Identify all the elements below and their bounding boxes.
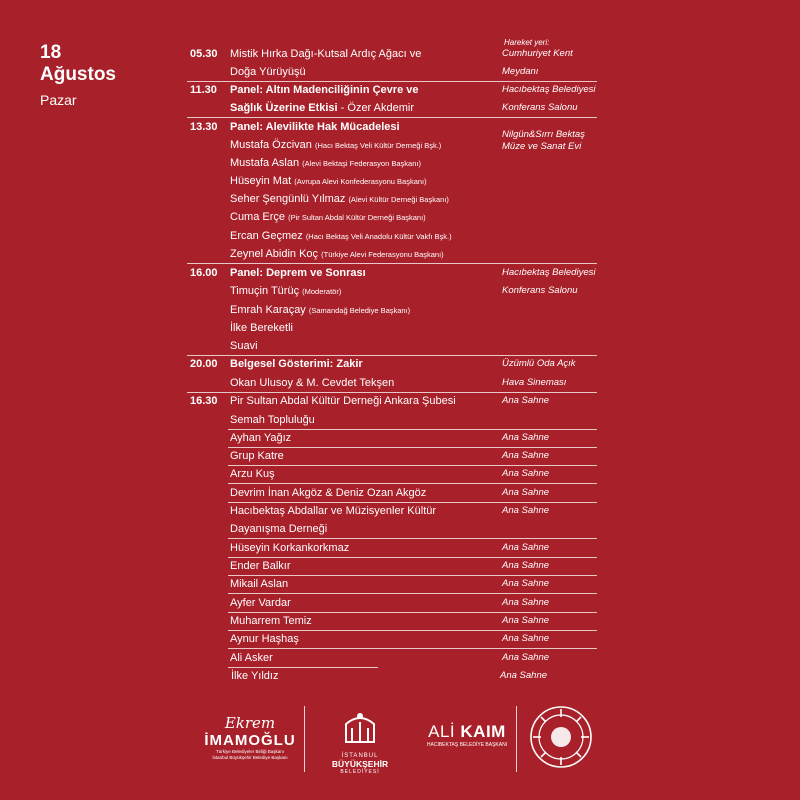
venue: Cumhuriyet Kent: [502, 48, 573, 59]
venue: Üzümlü Oda Açık: [502, 358, 576, 369]
divider: [187, 81, 597, 82]
venue: Ana Sahne: [502, 487, 550, 498]
speaker-name: İlke Bereketli: [230, 322, 293, 334]
speaker-name: Suavi: [230, 340, 258, 352]
ibb-line3: BELEDİYESİ: [340, 769, 380, 775]
venue: Meydanı: [502, 66, 539, 77]
venue-header: Hareket yeri:: [504, 38, 550, 47]
performer: Muharrem Temiz: [230, 615, 312, 627]
performer: Ender Balkır: [230, 560, 291, 572]
signature-caption: Türkiye Belediyeler Birliği Başkanı: [215, 749, 285, 754]
venue: Ana Sahne: [502, 395, 550, 406]
divider: [228, 612, 597, 613]
speaker-role: (Avrupa Alevi Konfederasyonu Başkanı): [294, 177, 427, 186]
divider: [228, 575, 597, 576]
speaker: [230, 211, 426, 223]
event-text: Mistik Hırka Dağı-Kutsal Ardıç Ağacı ve: [230, 48, 422, 60]
venue: Hava Sineması: [502, 377, 567, 388]
venue: Ana Sahne: [502, 432, 550, 443]
divider: [187, 392, 597, 393]
speaker: [230, 304, 410, 316]
divider: [228, 630, 597, 631]
venue: Ana Sahne: [502, 542, 550, 553]
performer: Ali Asker: [230, 652, 273, 664]
venue: Ana Sahne: [502, 450, 550, 461]
divider: [228, 593, 597, 594]
venue: Hacıbektaş Belediyesi: [502, 267, 596, 278]
time-0530: 05.30: [190, 48, 218, 60]
speaker-role: (Alevi Kültür Derneği Başkanı): [348, 195, 449, 204]
speaker: [230, 157, 421, 169]
venue: Hacıbektaş Belediyesi: [502, 84, 596, 95]
divider: [228, 502, 597, 503]
event-title: Panel: Altın Madenciliğinin Çevre ve: [230, 84, 419, 96]
speaker-name: Seher Şengünlü Yılmaz: [230, 193, 346, 205]
event-title-part: Sağlık Üzerine Etkisi: [230, 102, 338, 114]
speaker: [230, 139, 441, 151]
hacibektas-seal-icon: [528, 704, 594, 770]
ibb-line2: BÜYÜKŞEHİR: [331, 759, 389, 769]
venue: Konferans Salonu: [502, 102, 578, 113]
time-2000: 20.00: [190, 358, 218, 370]
speaker-role: (Pir Sultan Abdal Kültür Derneği Başkanı): [288, 213, 426, 222]
speaker: [230, 175, 427, 187]
performer: Ayhan Yağız: [230, 432, 292, 444]
venue: Konferans Salonu: [502, 285, 578, 296]
speaker-name: Emrah Karaçay: [230, 304, 306, 316]
date-month: Ağustos: [40, 64, 116, 85]
divider: [228, 447, 597, 448]
time-1130: 11.30: [190, 84, 217, 96]
speaker-role: (Samandağ Belediye Başkanı): [308, 306, 411, 315]
speaker-role: (Hacı Bektaş Veli Kültür Derneği Bşk.): [314, 141, 442, 150]
speaker-name: Mustafa Özcivan: [230, 139, 312, 151]
imamoglu-signature-logo: [200, 714, 300, 761]
date-block: [40, 42, 116, 110]
performer: Mikail Aslan: [230, 578, 289, 590]
venue: Ana Sahne: [500, 670, 548, 681]
venue: Ana Sahne: [502, 505, 550, 516]
divider: [228, 538, 597, 539]
event-title: Panel: Alevilikte Hak Mücadelesi: [230, 121, 400, 133]
speaker-name: Hüseyin Mat: [230, 175, 292, 187]
performer: Grup Katre: [230, 450, 284, 462]
event-title: Panel: Deprem ve Sonrası: [230, 267, 366, 279]
speaker-name: Mustafa Aslan: [230, 157, 300, 169]
time-1630: 16.30: [190, 395, 218, 407]
speaker-role: (Hacı Bektaş Veli Anadolu Kültür Vakfı Bşk.): [305, 232, 452, 241]
performer: Arzu Kuş: [230, 468, 275, 480]
event-text: [230, 102, 414, 114]
speaker-name: Cuma Erçe: [230, 211, 286, 223]
speaker: [230, 193, 449, 205]
speaker-name: Ercan Geçmez: [230, 230, 303, 242]
event-text: Doğa Yürüyüşü: [230, 66, 306, 78]
performer: Dayanışma Derneği: [230, 523, 328, 535]
performer: Aynur Haşhaş: [230, 633, 299, 645]
ali-kaim-logo: [424, 722, 510, 748]
performer: Ayfer Vardar: [230, 597, 291, 609]
performer: İlke Yıldız: [231, 670, 279, 682]
venue: Ana Sahne: [502, 597, 550, 608]
time-1600: 16.00: [190, 267, 218, 279]
signature-script: Ekrem: [224, 714, 276, 732]
divider: [187, 263, 597, 264]
speaker-role: (Alevi Bektaşi Federasyon Başkanı): [302, 159, 421, 168]
speaker-role: (Türkiye Alevi Federasyonu Başkanı): [321, 250, 444, 259]
divider: [187, 355, 597, 356]
kaim-name: ALİ KAIM: [428, 722, 506, 741]
footer-divider: [304, 706, 305, 772]
ibb-emblem-icon: [342, 708, 378, 748]
footer-divider: [516, 706, 517, 772]
divider: [228, 648, 597, 649]
ibb-line1: İSTANBUL: [341, 753, 379, 759]
performer: Hacıbektaş Abdallar ve Müzisyenler Kültür: [230, 505, 437, 517]
speaker-role: (Moderatör): [302, 287, 342, 296]
speaker: [230, 230, 452, 242]
performer: Pir Sultan Abdal Kültür Derneği Ankara Şubesi: [230, 395, 456, 407]
signature-caption: İstanbul Büyükşehir Belediye Başkanı: [212, 755, 288, 760]
performer: Hüseyin Korkankorkmaz: [230, 542, 350, 554]
performer: Devrim İnan Akgöz & Deniz Ozan Akgöz: [230, 487, 427, 499]
date-day: 18: [40, 42, 62, 63]
ibb-logo: [322, 708, 398, 775]
divider: [228, 465, 597, 466]
speaker: [230, 285, 341, 297]
footer-logos: [0, 700, 800, 790]
divider: [228, 667, 378, 668]
date-weekday: Pazar: [40, 92, 77, 108]
venue: Ana Sahne: [502, 652, 550, 663]
venue: Ana Sahne: [502, 560, 550, 571]
divider: [187, 117, 597, 118]
event-title: Belgesel Gösterimi: Zakir: [230, 358, 363, 370]
divider: [228, 483, 597, 484]
event-speaker: - Özer Akdemir: [337, 102, 415, 114]
venue: Ana Sahne: [502, 615, 550, 626]
divider: [228, 429, 597, 430]
venue: Ana Sahne: [502, 468, 550, 479]
divider: [228, 557, 597, 558]
venue: Ana Sahne: [502, 578, 550, 589]
speaker: [230, 248, 444, 260]
speaker-name: Zeynel Abidin Koç: [230, 248, 319, 260]
kaim-title: HACIBEKTAŞ BELEDİYE BAŞKANI: [426, 742, 508, 748]
event-text: Okan Ulusoy & M. Cevdet Tekşen: [230, 377, 395, 389]
speaker-name: Timuçin Türüç: [230, 285, 300, 297]
venue: Müze ve Sanat Evi: [502, 141, 582, 152]
venue: Nilgün&Sırrı Bektaş: [502, 129, 585, 140]
venue: Ana Sahne: [502, 633, 550, 644]
performer: Semah Topluluğu: [230, 414, 315, 426]
signature-name: İMAMOĞLU: [204, 732, 296, 749]
time-1330: 13.30: [190, 121, 218, 133]
